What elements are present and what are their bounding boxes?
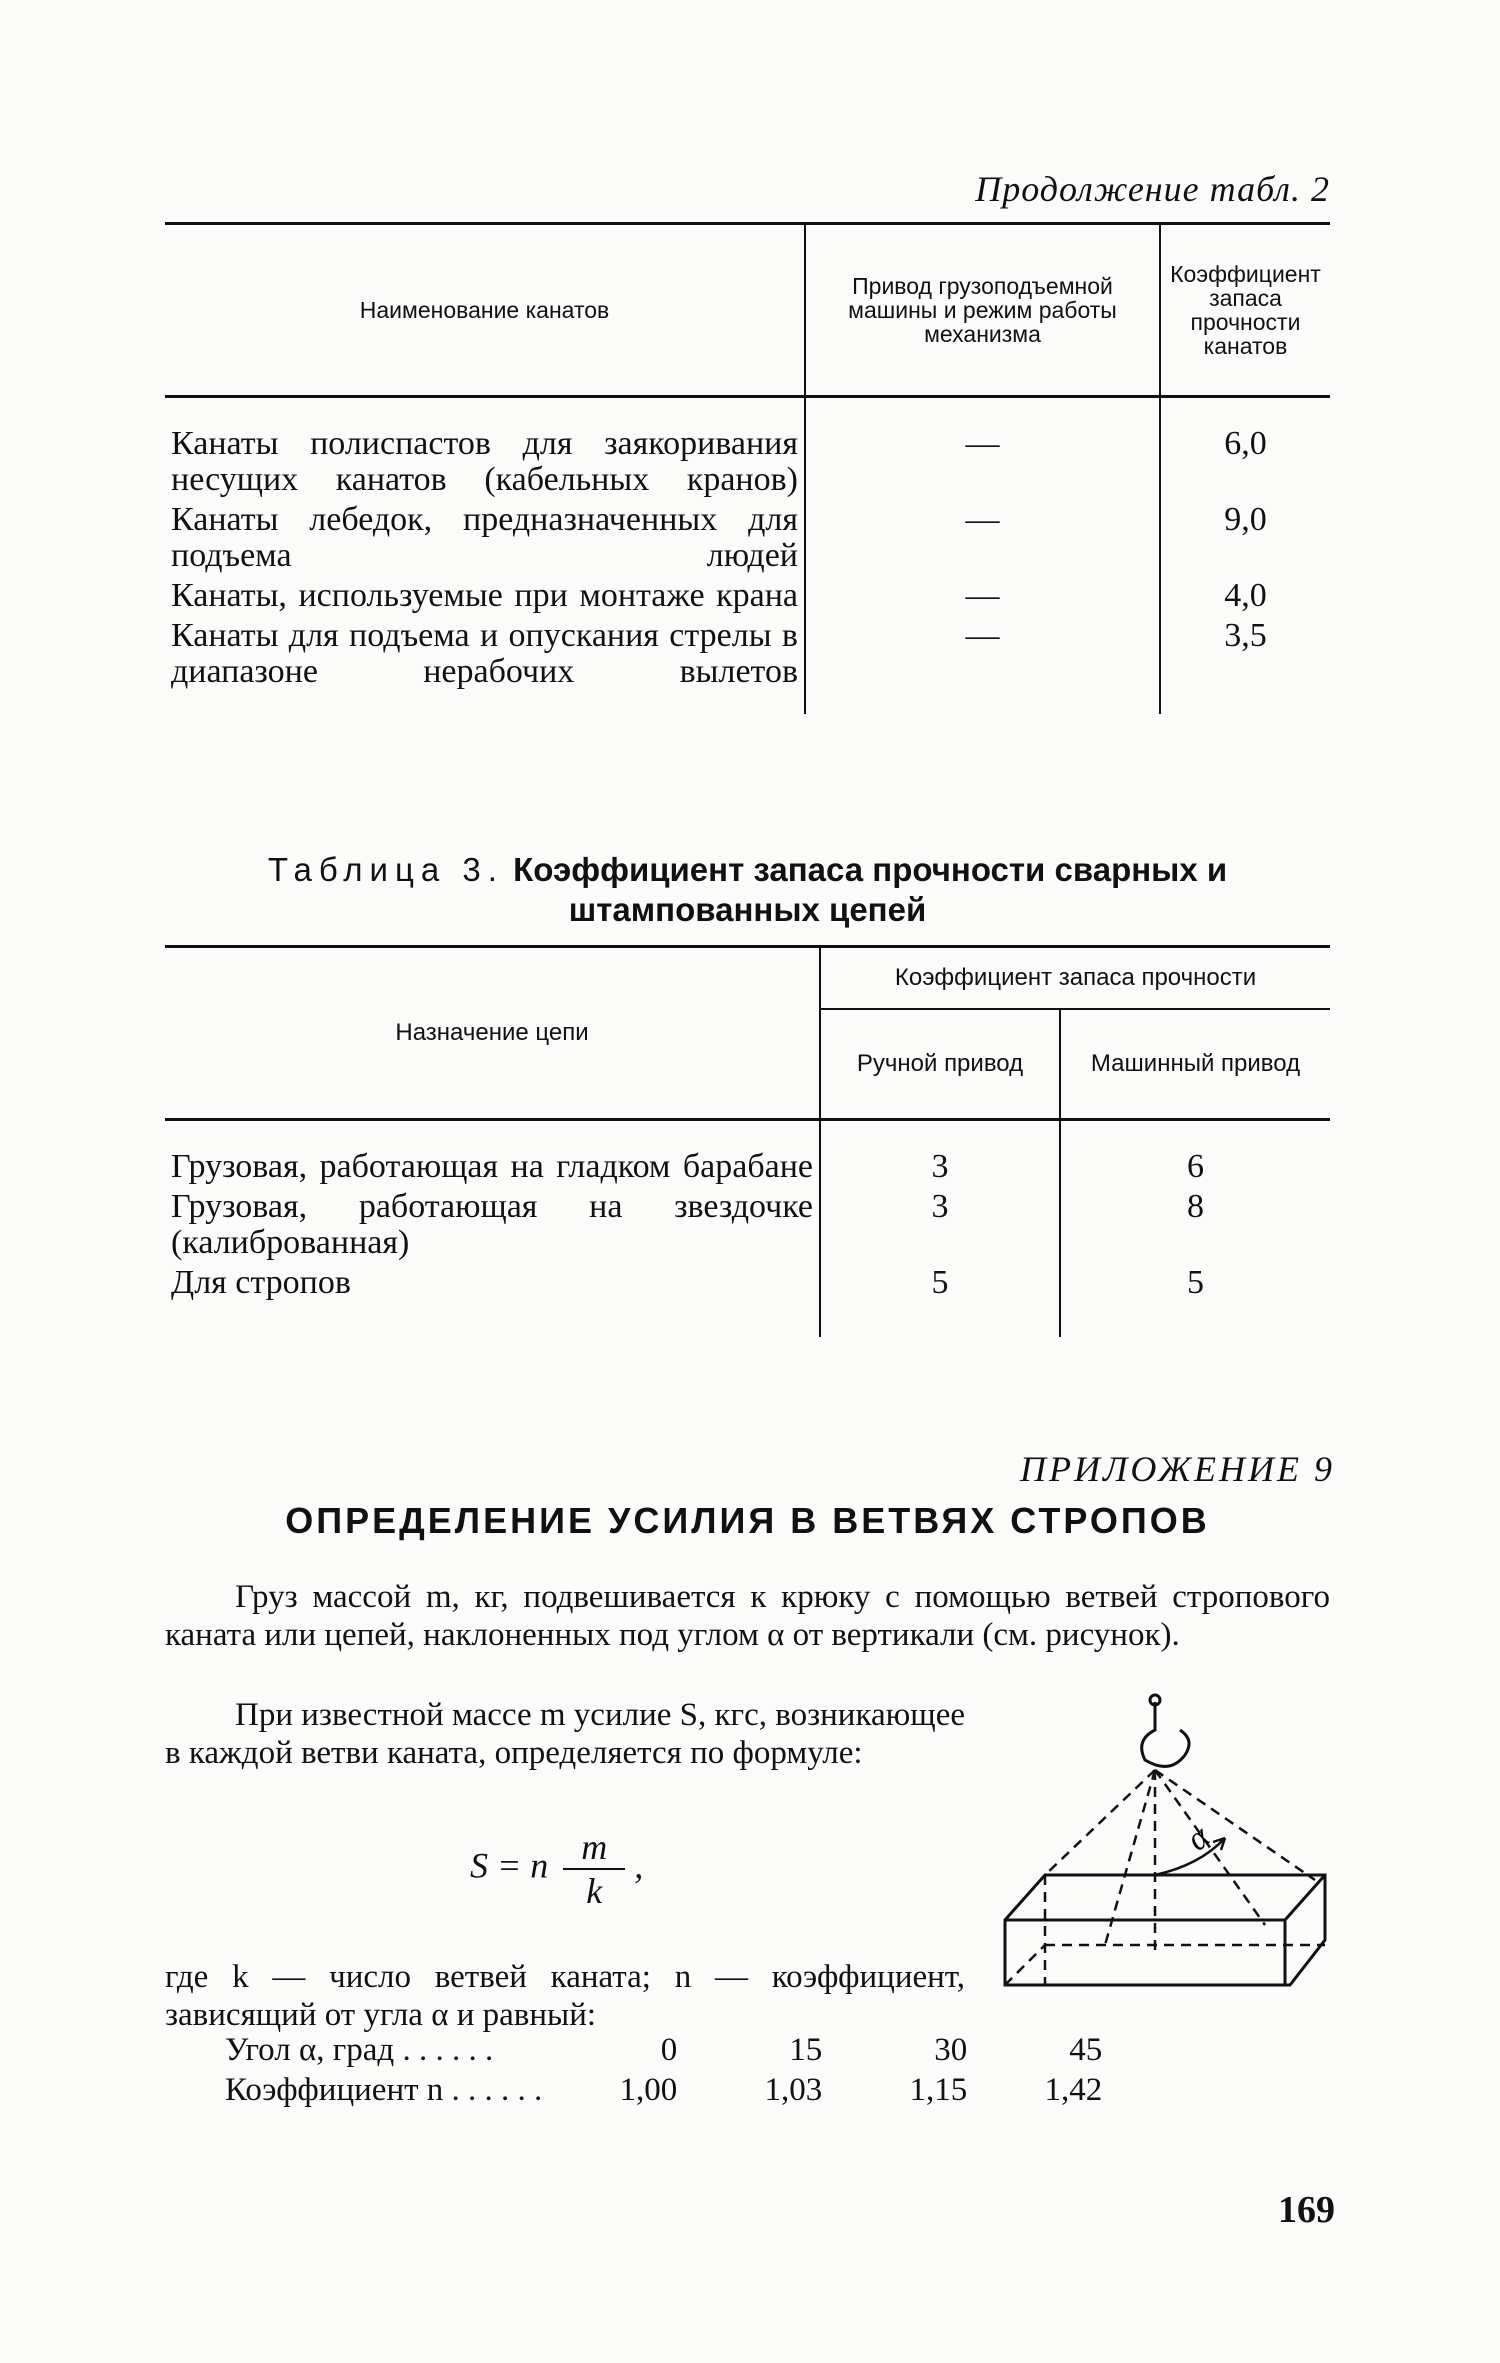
table-row bbox=[165, 424, 1330, 500]
formula-tail: , bbox=[634, 1845, 644, 1886]
coef-value: 1,03 bbox=[764, 2072, 823, 2108]
hook-icon bbox=[1142, 1702, 1189, 1766]
header-manual-drive: Ручной привод bbox=[820, 1009, 1060, 1120]
row-drive: — bbox=[805, 424, 1160, 500]
table-row bbox=[165, 500, 1330, 576]
row-machine: 8 bbox=[1060, 1187, 1330, 1263]
row-machine: 5 bbox=[1060, 1263, 1330, 1303]
header-rope-name: Наименование канатов bbox=[359, 297, 610, 323]
row-coef: 6,0 bbox=[1160, 424, 1330, 500]
table-3-label: Таблица 3. bbox=[267, 851, 504, 888]
header-chain-purpose: Назначение цепи bbox=[165, 947, 820, 1120]
coefficient-table bbox=[215, 2030, 1112, 2110]
section-heading: ОПРЕДЕЛЕНИЕ УСИЛИЯ В ВЕТВЯХ СТРОПОВ bbox=[285, 1500, 1210, 1541]
row-name: Канаты полиспастов для заякоривания несущих канатов (кабельных кранов) bbox=[171, 425, 798, 498]
appendix-label: ПРИЛОЖЕНИЕ 9 bbox=[1020, 1449, 1335, 1489]
row-manual: 3 bbox=[820, 1187, 1060, 1263]
table-2 bbox=[165, 222, 1330, 714]
coef-label-cell: Коэффициент n . . . . . . bbox=[225, 2072, 543, 2108]
table-row bbox=[165, 1187, 1330, 1263]
angle-value: 0 bbox=[660, 2032, 678, 2068]
load-box-outline bbox=[1005, 1875, 1325, 1985]
header-drive: Привод грузоподъемной машины и режим работы механизма bbox=[805, 224, 1160, 397]
angle-value: 15 bbox=[789, 2032, 823, 2068]
angle-value: 45 bbox=[1069, 2032, 1103, 2068]
row-name: Канаты лебедок, предназначенных для подъема людей bbox=[171, 501, 798, 574]
table-row bbox=[165, 616, 1330, 692]
header-coefficient: Коэффициент запаса прочности канатов bbox=[1160, 224, 1330, 397]
angle-label: α bbox=[1179, 1818, 1217, 1859]
angle-label-cell: Угол α, град . . . . . . bbox=[225, 2032, 494, 2068]
row-coef: 3,5 bbox=[1160, 616, 1330, 692]
row-drive: — bbox=[805, 576, 1160, 616]
coef-value: 1,42 bbox=[1044, 2072, 1103, 2108]
formula-numerator: m bbox=[563, 1826, 625, 1870]
table-row bbox=[165, 576, 1330, 616]
paragraph-intro: Груз массой m, кг, подвешивается к крюку с помощью ветвей стропового каната или цепей, наклоненных под углом α от вертикали (см. рисунок). bbox=[165, 1579, 1330, 1653]
formula-lhs: S = n bbox=[470, 1845, 549, 1886]
row-manual: 5 bbox=[820, 1263, 1060, 1303]
page-number: 169 bbox=[1278, 2189, 1335, 2231]
row-name: Канаты, используемые при монтаже крана bbox=[171, 577, 798, 614]
table-continuation-label: Продолжение табл. 2 bbox=[975, 169, 1330, 209]
angle-row bbox=[215, 2030, 1112, 2070]
row-drive: — bbox=[805, 500, 1160, 576]
row-name: Канаты для подъема и опускания стрелы в диапазоне нерабочих вылетов bbox=[171, 617, 798, 690]
table-row bbox=[165, 1263, 1330, 1303]
header-strength-coefficient: Коэффициент запаса прочности bbox=[820, 947, 1330, 1010]
sling-diagram bbox=[985, 1690, 1340, 2020]
paragraph-where: где k — число ветвей каната; n — коэффициент, зависящий от угла α и равный: bbox=[165, 1959, 965, 2033]
row-manual: 3 bbox=[820, 1147, 1060, 1187]
row-machine: 6 bbox=[1060, 1147, 1330, 1187]
formula-fraction bbox=[563, 1826, 625, 1912]
angle-value: 30 bbox=[934, 2032, 968, 2068]
row-coef: 9,0 bbox=[1160, 500, 1330, 576]
paragraph-formula-intro: При известной массе m усилие S, кгс, возникающее в каждой ветви каната, определяется по формуле: bbox=[165, 1697, 965, 1771]
coef-value: 1,00 bbox=[619, 2072, 678, 2108]
table-3-title bbox=[165, 850, 1330, 930]
formula-denominator: k bbox=[586, 1871, 603, 1911]
header-machine-drive: Машинный привод bbox=[1060, 1009, 1330, 1120]
row-drive: — bbox=[805, 616, 1160, 692]
coef-value: 1,15 bbox=[909, 2072, 968, 2108]
row-coef: 4,0 bbox=[1160, 576, 1330, 616]
table-row bbox=[165, 1147, 1330, 1187]
coef-row bbox=[215, 2070, 1112, 2110]
row-name: Грузовая, работающая на звездочке (калиброванная) bbox=[171, 1188, 813, 1261]
table-3 bbox=[165, 945, 1330, 1337]
formula bbox=[470, 1826, 643, 1912]
row-name: Для стропов bbox=[171, 1264, 351, 1301]
table-3-caption: Коэффициент запаса прочности сварных и штампованных цепей bbox=[513, 851, 1228, 928]
row-name: Грузовая, работающая на гладком барабане bbox=[171, 1148, 813, 1185]
